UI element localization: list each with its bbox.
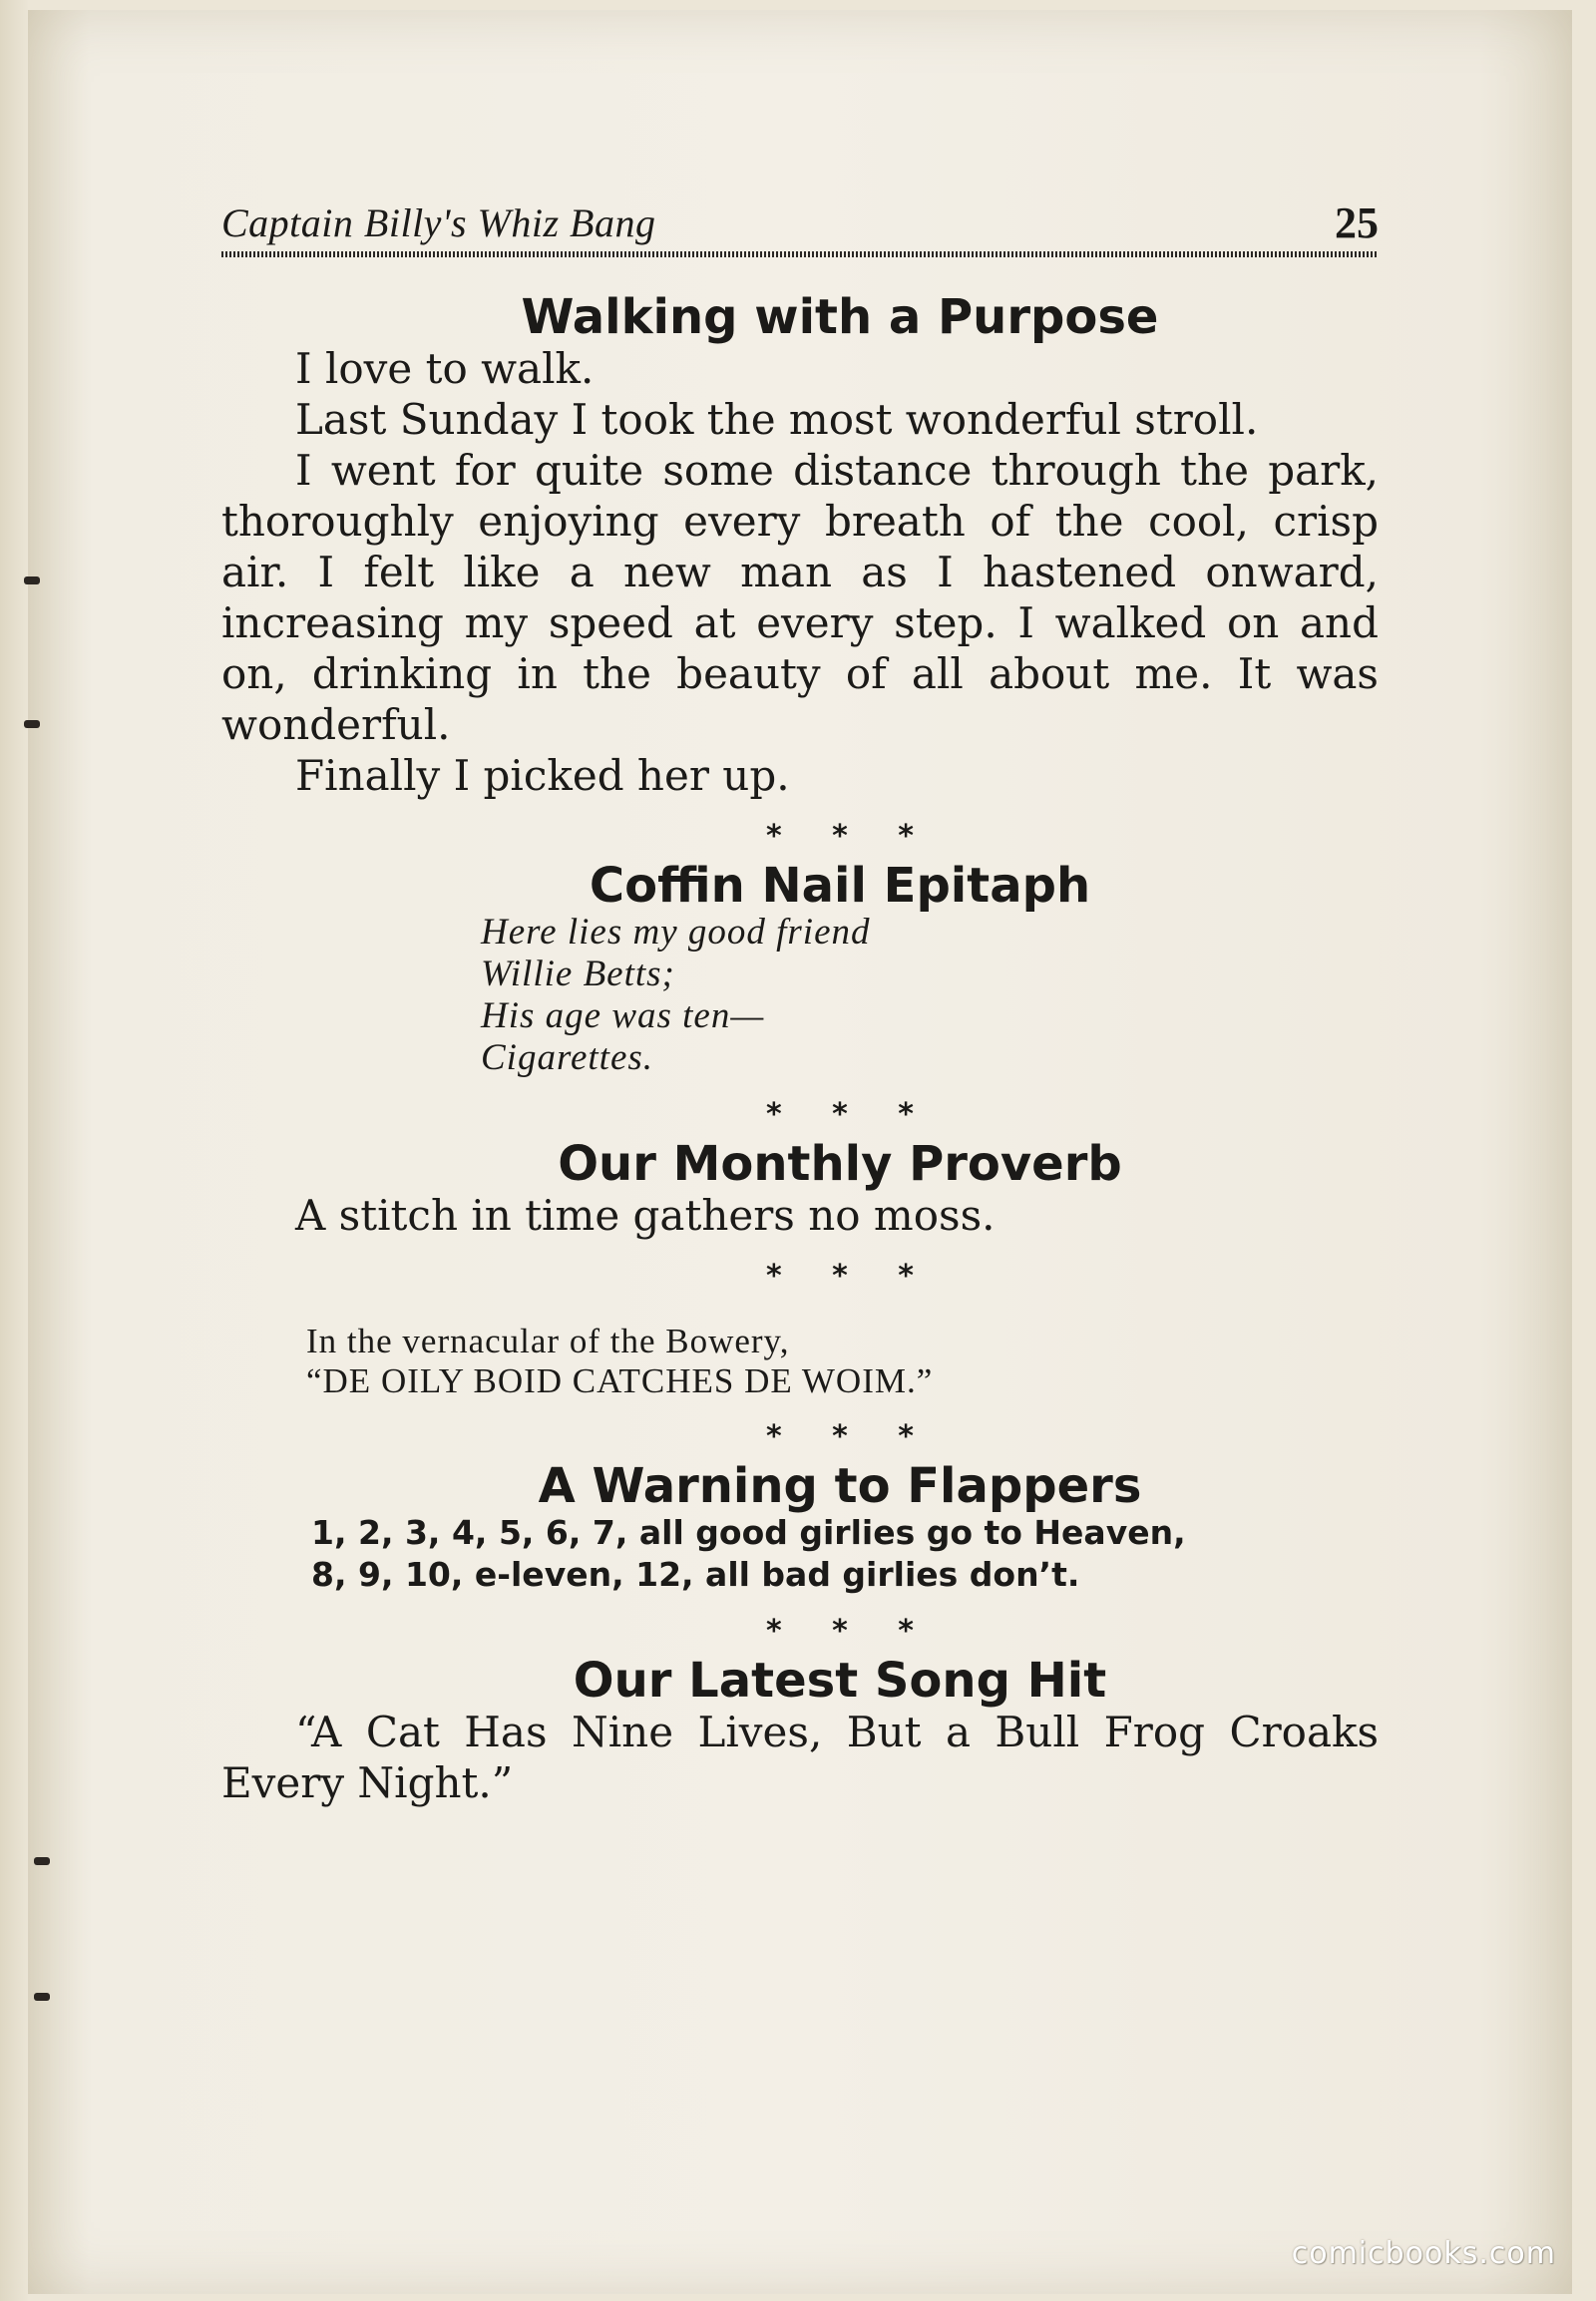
proverb-text: A stitch in time gathers no moss.: [295, 1191, 996, 1240]
paragraph: I went for quite some distance through the park, thoroughly enjoying every breath of the cool, crisp air. I felt like a new man as I hastened onward, increasing my speed at every step. I walked on and on, drinking in the beauty of all about me. It was wonderful.: [221, 446, 1379, 749]
running-header: [221, 190, 1379, 251]
section-separator: * * *: [766, 1259, 914, 1294]
section-separator: * * *: [766, 1097, 914, 1132]
rhyme-line: 8, 9, 10, e-leven, 12, all bad girlies don’t.: [311, 1555, 1080, 1594]
poem-line: Here lies my good friend: [481, 912, 871, 953]
staple-mark: [24, 576, 40, 584]
bowery-quote: [306, 1322, 1379, 1401]
epitaph-poem: [481, 912, 1379, 1079]
staple-mark: [24, 720, 40, 728]
paragraph: Last Sunday I took the most wonderful stroll.: [295, 395, 1259, 444]
section-separator: * * *: [766, 1614, 914, 1649]
article-title-song: Our Latest Song Hit: [573, 1653, 1107, 1709]
poem-line: Cigarettes.: [481, 1037, 654, 1078]
section-separator: * * *: [766, 819, 914, 854]
poem-line: His age was ten—: [481, 995, 765, 1036]
song-text: “A Cat Has Nine Lives, But a Bull Frog Croaks Every Night.”: [221, 1708, 1379, 1807]
article-title-proverb: Our Monthly Proverb: [558, 1136, 1122, 1192]
staple-mark: [34, 1993, 50, 2001]
bowery-line: In the vernacular of the Bowery,: [306, 1322, 790, 1360]
rhyme-line: 1, 2, 3, 4, 5, 6, 7, all good girlies go to Heaven,: [311, 1513, 1186, 1552]
watermark: comicbooks.com: [1291, 2236, 1556, 2271]
poem-line: Willie Betts;: [481, 954, 675, 994]
article-title-walking: Walking with a Purpose: [521, 289, 1159, 345]
article-title-epitaph: Coffin Nail Epitaph: [589, 858, 1091, 914]
section-separator: * * *: [766, 1419, 914, 1454]
publication-title: Captain Billy's Whiz Bang: [221, 200, 656, 245]
paragraph: I love to walk.: [295, 344, 595, 393]
page-binding-edge: [0, 0, 28, 2301]
flappers-rhyme: [311, 1512, 1379, 1596]
staple-mark: [34, 1857, 50, 1865]
page-number: 25: [1335, 198, 1379, 247]
paragraph: Finally I picked her up.: [295, 751, 790, 800]
page-content: [221, 190, 1379, 1808]
article-title-flappers: A Warning to Flappers: [538, 1458, 1142, 1514]
header-rule: [221, 251, 1379, 257]
bowery-line: “DE OILY BOID CATCHES DE WOIM.”: [306, 1361, 934, 1400]
